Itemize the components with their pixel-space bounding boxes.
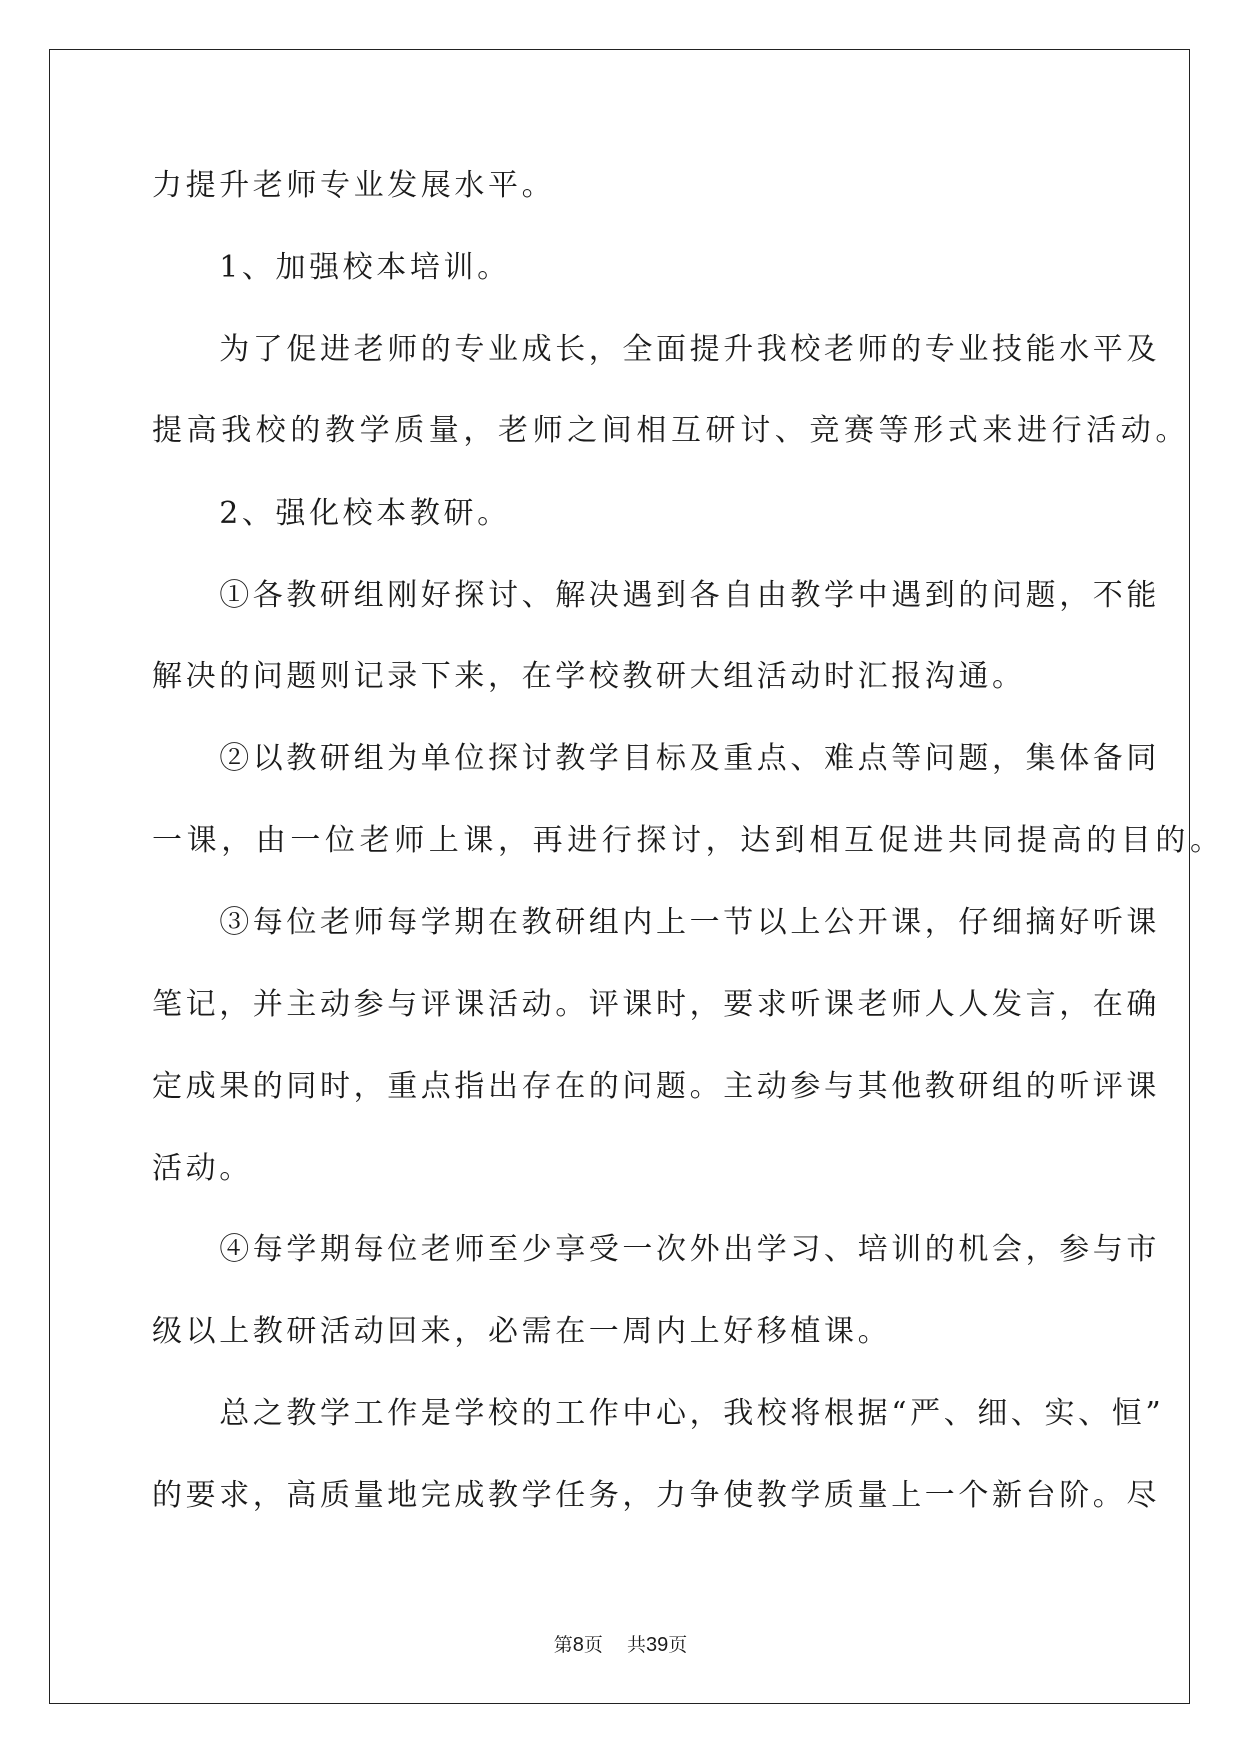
- total-suffix: 页: [668, 1634, 688, 1656]
- text-line: ③每位老师每学期在教研组内上一节以上公开课，仔细摘好听课: [152, 905, 1160, 940]
- text-line: ②以教研组为单位探讨教学目标及重点、难点等问题，集体备同: [152, 741, 1160, 776]
- text-line: 一课，由一位老师上课，再进行探讨，达到相互促进共同提高的目的。: [152, 823, 1225, 858]
- text-line: 为了促进老师的专业成长，全面提升我校老师的专业技能水平及: [152, 332, 1160, 367]
- text-line: 定成果的同时，重点指出存在的问题。主动参与其他教研组的听评课: [152, 1069, 1160, 1104]
- text-line: 级以上教研活动回来，必需在一周内上好移植课。: [152, 1314, 892, 1349]
- text-line: 1、加强校本培训。: [152, 250, 511, 285]
- text-line: ④每学期每位老师至少享受一次外出学习、培训的机会，参与市: [152, 1232, 1160, 1267]
- text-line: 活动。: [152, 1151, 253, 1186]
- text-line: 总之教学工作是学校的工作中心，我校将根据“严、细、实、恒”: [152, 1396, 1165, 1431]
- page-number: 8: [572, 1634, 584, 1656]
- text-line: 笔记，并主动参与评课活动。评课时，要求听课老师人人发言，在确: [152, 987, 1160, 1022]
- total-prefix: 共: [627, 1634, 647, 1656]
- text-line: 的要求，高质量地完成教学任务，力争使教学质量上一个新台阶。尽: [152, 1478, 1160, 1513]
- text-line: ①各教研组刚好探讨、解决遇到各自由教学中遇到的问题，不能: [152, 578, 1160, 613]
- text-line: 2、强化校本教研。: [152, 496, 511, 531]
- page-border: [49, 49, 1190, 1704]
- text-line: 解决的问题则记录下来，在学校教研大组活动时汇报沟通。: [152, 659, 1026, 694]
- page-prefix: 第: [553, 1634, 573, 1656]
- text-line: 提高我校的教学质量，老师之间相互研讨、竞赛等形式来进行活动。: [152, 413, 1190, 448]
- page-suffix: 页: [583, 1634, 603, 1656]
- page-footer: [0, 1633, 1241, 1657]
- total-pages: 39: [646, 1634, 669, 1656]
- text-line: 力提升老师专业发展水平。: [152, 168, 556, 203]
